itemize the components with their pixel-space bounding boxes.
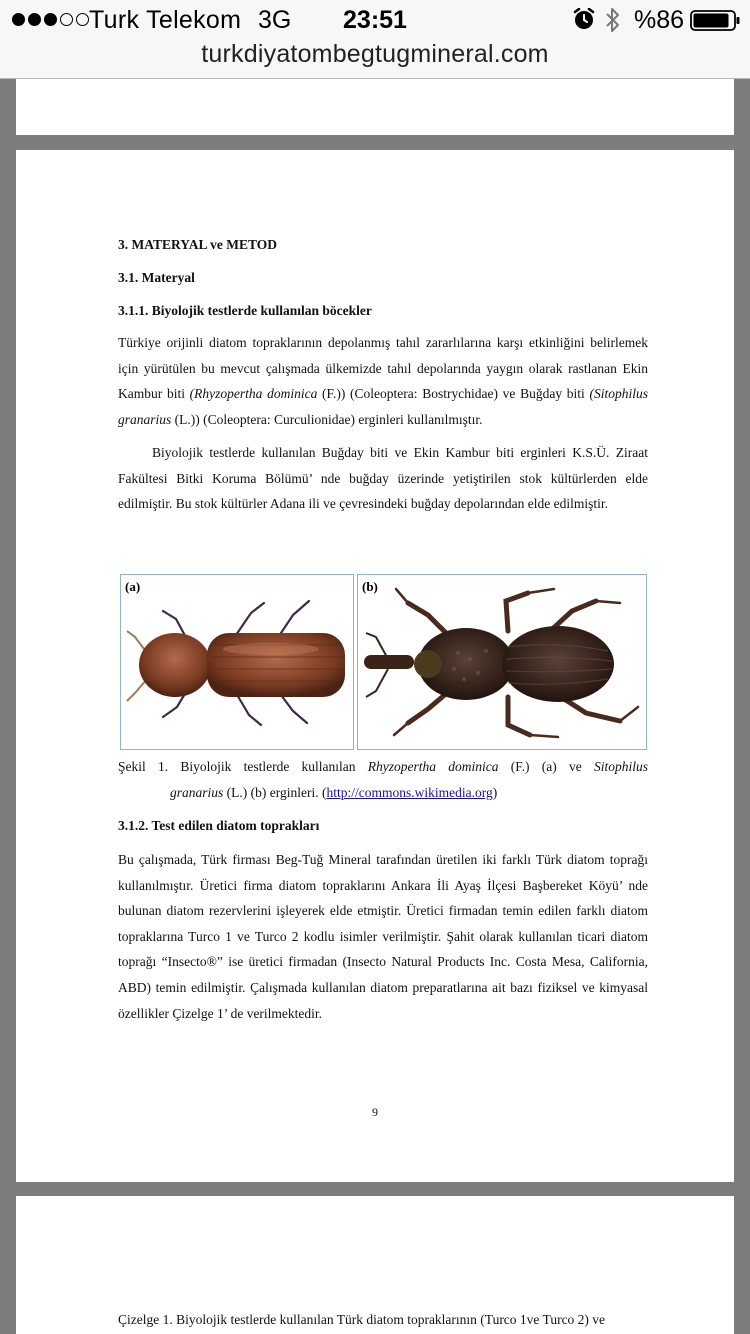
paragraph-insects: Türkiye orijinli diatom topraklarının depolanmış tahıl zararlılarına karşı etkinliğini belirlemek için yürütülen bu mevcut çalışmada ülkemizde tahıl depolarında yaygın olarak rastlanan Ekin Kambur biti (Rhyzopertha dominica (F.)) (Coleoptera: Bostrychidae) ve Buğday biti (Sitophilus granarius (L.)) (Coleoptera: Curculionidae) erginleri kullanılmıştır. xyxy=(118,335,648,427)
subsubsection-heading: 3.1.1. Biyolojik testlerde kullanılan böcekler xyxy=(118,303,372,318)
rhyzopertha-beetle-image xyxy=(121,575,355,751)
figure-caption xyxy=(118,754,648,805)
caption-line: granarius (L.) (b) erginleri. (http://commons.wikimedia.org) xyxy=(170,784,498,800)
figure-label-b: (b) xyxy=(362,579,378,594)
previous-page xyxy=(16,79,734,135)
caption-line: Şekil 1. Biyolojik testlerde kullanılan Rhyzopertha dominica (F.) (a) ve Sitophilus xyxy=(118,759,648,774)
paragraph-cultures: Biyolojik testlerde kullanılan Buğday biti ve Ekin Kambur biti erginleri K.S.Ü. Ziraat Fakültesi Bitki Koruma Bölümü’ nde buğday üzerinde yetiştirilen stok kültürlerden elde edilmiştir. Bu stok kültürler Adana ili ve çevresindeki buğday depolarından elde edilmiştir. xyxy=(118,445,648,512)
paragraph-diatom: Bu çalışmada, Türk firması Beg-Tuğ Mineral tarafından üretilen iki farklı Türk diatom toprağı kullanılmıştır. Üretici firma diatom topraklarını Ankara İli Ayaş İlçesi Başbereket Köyü’ nde bulunan diatom rezervlerini işleyerek elde etmiştir. Üretici firmadan temin edilen farklı diatom topraklarına Turco 1 ve Turco 2 kodlu isimler verilmiştir. Şahit olarak kullanılan ticari diatom toprağı “Insecto®” ise üretici firmadan (Insecto Natural Products Inc. Costa Mesa, California, ABD) temin edilmiştir. Çalışmada kullanılan diatom preparatlarına ait bazı fiziksel ve kimyasal özellikler Çizelge 1’ de verilmektedir. xyxy=(118,852,648,1021)
next-page xyxy=(16,1196,734,1334)
document-page xyxy=(16,150,734,1182)
alarm-icon xyxy=(573,8,595,30)
top-bar xyxy=(0,0,750,79)
carrier-name: Turk Telekom xyxy=(89,6,242,34)
address-bar-url[interactable]: turkdiyatombegtugmineral.com xyxy=(201,40,549,68)
sitophilus-beetle-image xyxy=(358,575,648,751)
status-bar xyxy=(0,0,750,40)
section-heading: 3. MATERYAL ve METOD xyxy=(118,237,278,252)
figure-label-a: (a) xyxy=(125,579,141,594)
figure-rhyzopertha xyxy=(120,574,354,750)
bluetooth-icon xyxy=(604,6,622,34)
figure-sitophilus xyxy=(357,574,647,750)
status-time: 23:51 xyxy=(343,6,407,34)
battery-percent: %86 xyxy=(634,6,685,34)
subsubsection-heading: 3.1.2. Test edilen diatom toprakları xyxy=(118,818,320,833)
table-caption: Çizelge 1. Biyolojik testlerde kullanılan Türk diatom topraklarının (Turco 1ve Turco 2) ve xyxy=(118,1312,606,1327)
subsection-heading: 3.1. Materyal xyxy=(118,270,195,285)
wikimedia-link[interactable]: http://commons.wikimedia.org xyxy=(326,784,493,800)
page-number: 9 xyxy=(372,1105,378,1119)
network-type: 3G xyxy=(258,6,292,34)
battery-icon xyxy=(690,10,740,31)
